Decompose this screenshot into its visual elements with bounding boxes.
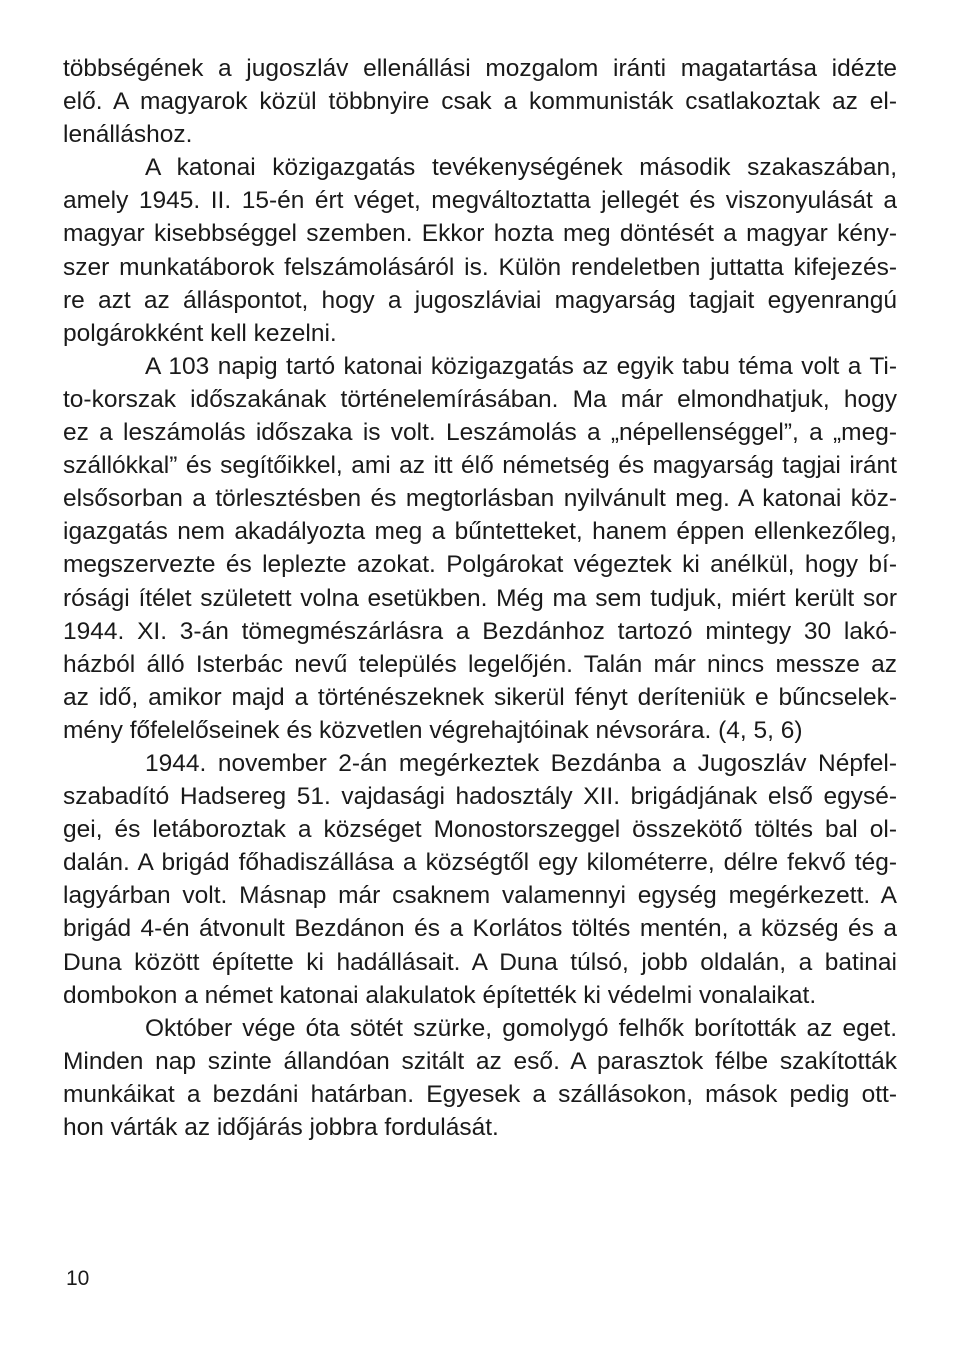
text-line: amely 1945. II. 15-én ért véget, megváltoztatta jellegét és viszonyulását a xyxy=(63,187,897,215)
text-line: gei, és letáboroztak a községet Monostorszeggel összekötő töltés bal ol- xyxy=(63,816,897,844)
text-line: hon várták az időjárás jobbra fordulását. xyxy=(63,1114,499,1141)
text-line: szállókkal” és segítőikkel, ami az itt élő németség és magyarság tagjai iránt xyxy=(63,452,897,480)
text-line: ez a leszámolás időszaka is volt. Leszámolás a „népellenséggel”, a „meg- xyxy=(63,419,897,447)
text-line: megszervezte és leplezte azokat. Polgárokat végeztek ki anélkül, hogy bí- xyxy=(63,551,897,579)
text-line: 1944. XI. 3-án tömegmészárlásra a Bezdánhoz tartozó mintegy 30 lakó- xyxy=(63,617,897,645)
text-line: lenálláshoz. xyxy=(63,121,193,149)
text-line: elő. A magyarok közül többnyire csak a kommunisták csatlakoztak az el- xyxy=(63,88,897,116)
text-line: lagyárban volt. Másnap már csaknem valamennyi egység megérkezett. A xyxy=(63,882,897,910)
text-line: magyar kisebbséggel szemben. Ekkor hozta meg döntését a magyar kény- xyxy=(63,220,897,248)
text-line: dalán. A brigád főhadiszállása a községtől egy kilométerre, délre fekvő tég- xyxy=(63,849,897,877)
text-line: Duna között építette ki hadállásait. A Duna túlsó, jobb oldalán, a batinai xyxy=(63,948,897,976)
text-line: mény főfelelőseinek és közvetlen végrehajtóinak névsorára. (4, 5, 6) xyxy=(63,716,803,744)
text-line: rósági ítélet született volna esetükben. Még ma sem tudjuk, miért került sor xyxy=(63,584,897,612)
text-line: munkáikat a bezdáni határban. Egyesek a szállásokon, mások pedig ott- xyxy=(63,1080,897,1108)
text-line: házból álló Isterbác nevű település legelőjén. Talán már nincs messze az xyxy=(63,650,897,678)
text-line: elsősorban a törlesztésben és megtorlásban nyilvánult meg. A katonai köz- xyxy=(63,485,897,513)
text-line: polgárokként kell kezelni. xyxy=(63,319,337,347)
text-line: szer munkatáborok felszámolásáról is. Külön rendeletben juttatta kifejezés- xyxy=(63,253,897,281)
text-line: az idő, amikor majd a történészeknek sikerül fényt deríteniük e bűncselek- xyxy=(63,683,897,711)
body-text xyxy=(63,52,897,1144)
text-line: szabadító Hadsereg 51. vajdasági hadosztály XII. brigádjának első egysé- xyxy=(63,783,897,811)
text-line: dombokon a német katonai alakulatok építették ki védelmi vonalaikat. xyxy=(63,981,817,1009)
text-line: brigád 4-én átvonult Bezdánon és a Korlátos töltés mentén, a község és a xyxy=(63,915,897,943)
text-line: A katonai közigazgatás tevékenységének második szakaszában, xyxy=(145,154,897,182)
text-line: Minden nap szinte állandóan szitált az eső. A parasztok félbe szakították xyxy=(63,1047,897,1075)
text-line: többségének a jugoszláv ellenállási mozgalom iránti magatartása idézte xyxy=(63,55,897,82)
page-number: 10 xyxy=(66,1267,90,1290)
text-line: to-korszak időszakának történelemírásában. Ma már elmondhatjuk, hogy xyxy=(63,385,897,413)
text-line: re azt az álláspontot, hogy a jugoszláviai magyarság tagjait egyenrangú xyxy=(63,286,897,314)
text-line: 1944. november 2-án megérkeztek Bezdánba a Jugoszláv Népfel- xyxy=(145,749,897,777)
text-line: igazgatás nem akadályozta meg a bűntetteket, hanem éppen ellenkezőleg, xyxy=(63,518,897,546)
text-line: Október vége óta sötét szürke, gomolygó felhők borították az eget. xyxy=(145,1014,897,1042)
text-line: A 103 napig tartó katonai közigazgatás az egyik tabu téma volt a Ti- xyxy=(145,352,897,380)
